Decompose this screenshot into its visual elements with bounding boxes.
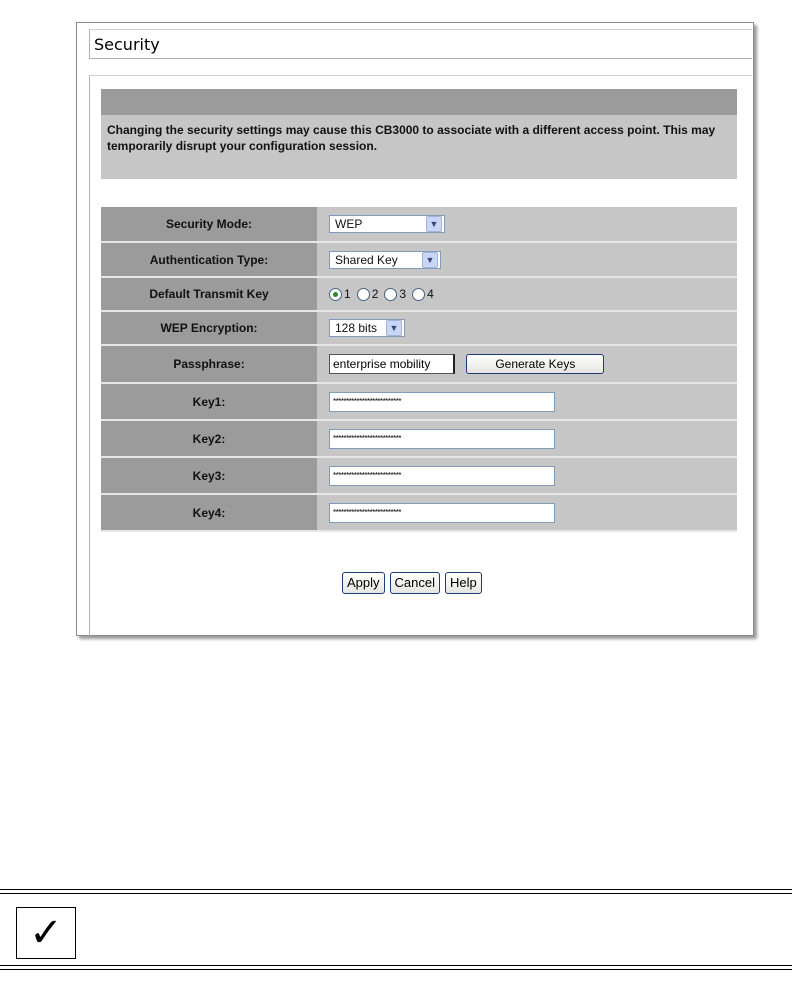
banner-header xyxy=(101,89,737,115)
checkmark-icon xyxy=(16,907,76,959)
note-divider-top xyxy=(0,889,792,890)
security-mode-label: Security Mode: xyxy=(101,207,317,242)
wep-encryption-value: 128 bits xyxy=(335,321,378,335)
warning-banner xyxy=(101,115,737,179)
radio-key-1[interactable]: 1 xyxy=(329,287,351,301)
form-actions xyxy=(342,572,482,594)
key4-input[interactable]: ************************** xyxy=(329,503,555,523)
key2-input[interactable]: ************************** xyxy=(329,429,555,449)
chevron-down-icon[interactable]: ▼ xyxy=(426,216,442,232)
default-key-radio-group xyxy=(329,287,434,301)
security-mode-value: WEP xyxy=(335,217,363,231)
key3-label: Key3: xyxy=(101,457,317,494)
checkmark-symbol: ✓ xyxy=(29,910,63,956)
chevron-down-icon[interactable]: ▼ xyxy=(422,252,438,268)
security-mode-select[interactable] xyxy=(329,215,445,233)
chevron-down-icon[interactable]: ▼ xyxy=(386,320,402,336)
key1-input[interactable]: ************************** xyxy=(329,392,555,412)
row-default-key xyxy=(101,277,737,311)
auth-type-select[interactable] xyxy=(329,251,441,269)
default-key-label: Default Transmit Key xyxy=(101,277,317,311)
row-wep-encryption xyxy=(101,311,737,345)
warning-message: Changing the security settings may cause this CB3000 to associate with a different access point. This may temporarily disrupt your configuration session. xyxy=(107,123,716,153)
radio-key-2[interactable]: 2 xyxy=(357,287,379,301)
radio-icon[interactable] xyxy=(412,288,425,301)
key1-label: Key1: xyxy=(101,383,317,420)
security-panel xyxy=(76,22,754,636)
row-passphrase xyxy=(101,345,737,383)
wep-encryption-label: WEP Encryption: xyxy=(101,311,317,345)
row-auth-type xyxy=(101,242,737,277)
radio-key-3[interactable]: 3 xyxy=(384,287,406,301)
row-key3 xyxy=(101,457,737,494)
key2-label: Key2: xyxy=(101,420,317,457)
apply-button[interactable]: Apply xyxy=(342,572,385,594)
passphrase-input[interactable]: enterprise mobility xyxy=(329,354,455,374)
radio-selected-icon[interactable] xyxy=(329,288,342,301)
note-divider-bottom xyxy=(0,965,792,966)
radio-key-4[interactable]: 4 xyxy=(412,287,434,301)
row-key4 xyxy=(101,494,737,531)
title-bar xyxy=(89,29,752,59)
note-divider-bottom-inner xyxy=(0,969,792,970)
security-form xyxy=(101,207,737,532)
passphrase-label: Passphrase: xyxy=(101,345,317,383)
page-title: Security xyxy=(94,35,160,54)
wep-encryption-select[interactable] xyxy=(329,319,405,337)
generate-keys-button[interactable]: Generate Keys xyxy=(466,354,604,374)
auth-type-value: Shared Key xyxy=(335,252,398,267)
auth-type-label: Authentication Type: xyxy=(101,242,317,277)
radio-icon[interactable] xyxy=(384,288,397,301)
note-divider-top-inner xyxy=(0,893,792,894)
row-security-mode xyxy=(101,207,737,242)
row-key1 xyxy=(101,383,737,420)
cancel-button[interactable]: Cancel xyxy=(390,572,440,594)
help-button[interactable]: Help xyxy=(445,572,482,594)
radio-icon[interactable] xyxy=(357,288,370,301)
key4-label: Key4: xyxy=(101,494,317,531)
row-key2 xyxy=(101,420,737,457)
key3-input[interactable]: ************************** xyxy=(329,466,555,486)
